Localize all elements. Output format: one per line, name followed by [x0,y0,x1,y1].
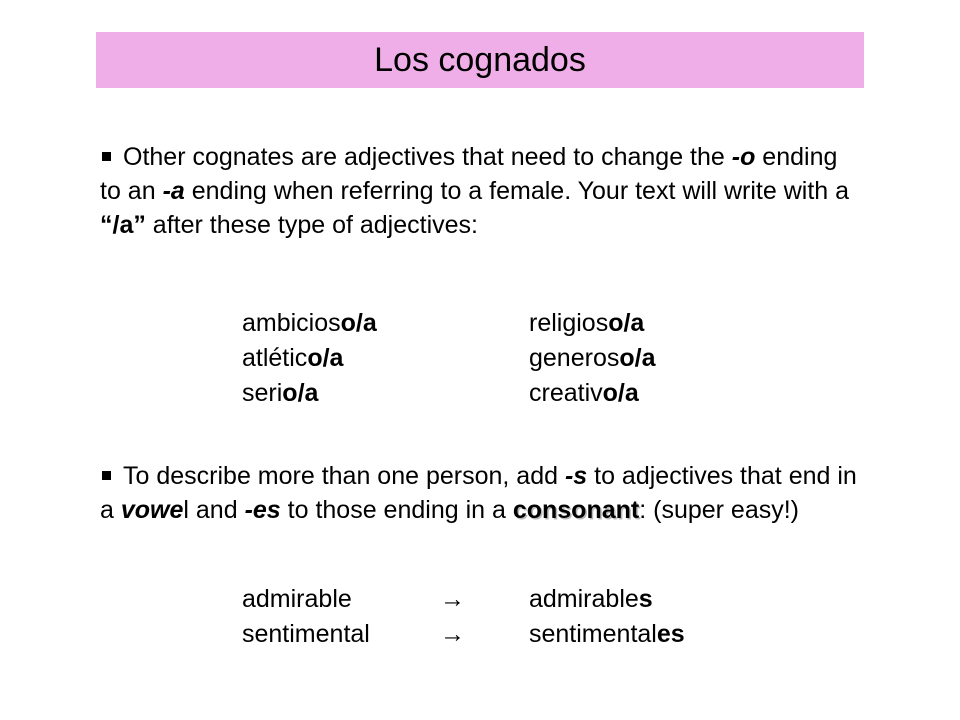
para2-text-1: To describe more than one person, add [123,462,565,490]
adjective-stem: seri [242,379,283,407]
adjective-item [529,376,655,411]
adjective-item [242,341,377,376]
para1-a-ending: -a [162,177,185,205]
para2-es-ending: -es [244,496,281,524]
adjective-list-left [242,306,377,411]
adjective-ending: o/a [602,379,639,407]
para2-text-4: to those ending in a [280,496,513,524]
adjective-stem: ambicios [242,309,341,337]
adjective-item [529,306,655,341]
adjective-ending: o/a [608,309,645,337]
singular-word: admirable [242,585,352,613]
arrow-list [440,582,465,652]
para2-text-2: to adjectives that end in a [100,462,857,524]
plural-form-list [529,582,685,652]
adjective-stem: religios [529,309,609,337]
adjective-stem: creativ [529,379,603,407]
para2-s-ending: -s [564,462,588,490]
plural-singular-list [242,582,370,652]
plural-stem: sentimental [529,620,657,648]
adjective-ending: o/a [619,344,656,372]
para1-text-3: ending when referring to a female. Your text will write with a [184,177,850,205]
adjective-item [242,306,377,341]
para2-text-5: : (super easy!) [639,496,800,524]
paragraph-adjective-endings [100,140,860,242]
para1-text-2: ending to an [100,143,838,205]
para2-text-3: l and [183,496,245,524]
adjective-ending: o/a [282,379,319,407]
para1-slash-a: “/a” [100,211,146,239]
para2-vowel: vowe [120,496,184,524]
adjective-ending: o/a [340,309,377,337]
adjective-item [529,341,655,376]
adjective-item [242,376,377,411]
plural-stem: admirable [529,585,639,613]
adjective-stem: atlétic [242,344,308,372]
para2-consonant: consonant [512,496,640,524]
singular-word: sentimental [242,620,370,648]
adjective-list-right [529,306,655,411]
adjective-ending: o/a [307,344,344,372]
slide-title: Los cognados [374,41,586,79]
paragraph-plural-rules [100,459,860,527]
adjective-stem: generos [529,344,620,372]
para1-text-1: Other cognates are adjectives that need to change the [123,143,732,171]
square-bullet-icon [102,152,111,161]
para1-text-4: after these type of adjectives: [145,211,478,239]
para1-o-ending: -o [731,143,756,171]
square-bullet-icon [102,471,111,480]
plural-word [529,617,685,652]
right-arrow-icon: → [440,620,465,648]
right-arrow-icon: → [440,585,465,613]
plural-word [529,582,685,617]
title-banner [96,32,864,88]
plural-ending: s [638,585,653,613]
plural-ending: es [656,620,685,648]
